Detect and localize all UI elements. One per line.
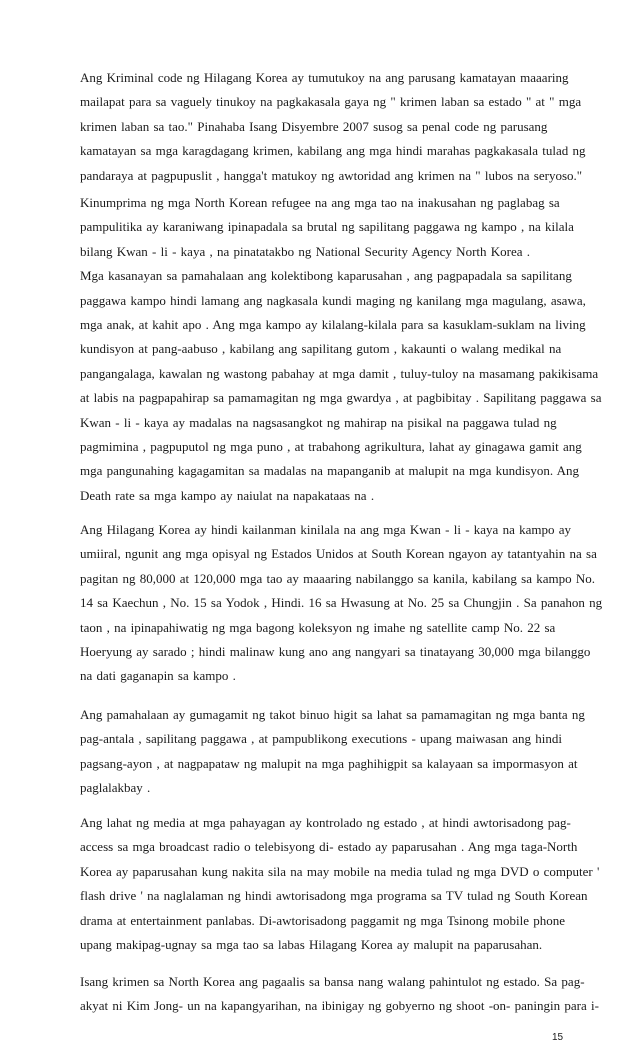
text-line: mga anak, at kahit apo . Ang mga kampo ay kilalang-kilala para sa kasuklam-suklam na living	[80, 316, 586, 332]
paragraph-2	[80, 191, 602, 508]
text-line: pagitan ng 80,000 at 120,000 mga tao ay maaaring nabilanggo sa kanila, kabilang sa kampo No.	[80, 570, 596, 586]
text-line: Isang krimen sa North Korea ang pagaalis sa bansa nang walang pahintulot ng estado. Sa pag-	[80, 974, 585, 989]
paragraph-6	[80, 970, 599, 1019]
text-line: mailapat para sa vaguely tinukoy na pagkakasala gaya ng " krimen laban sa estado " at " mga	[80, 94, 582, 110]
paragraph-1	[80, 66, 586, 188]
paragraph-5	[80, 811, 600, 957]
text-line: pangangalaga, kawalan ng wastong pabahay at mga damit , tuluy-tuloy na masamang pakikisama	[80, 365, 599, 381]
text-line: paggawa kampo hindi lamang ang nagkasala kundi maging ng kanilang mga magulang, asawa,	[80, 292, 586, 308]
text-line: Korea ay paparusahan kung nakita sila na may mobile na media tulad ng mga DVD o computer '	[80, 863, 600, 879]
text-line: mga pangunahing kagagamitan sa madalas na mapanganib at malupit na mga kundisyon. Ang	[80, 463, 580, 479]
text-line: kamatayan sa mga karagdagang krimen, kabilang ang mga hindi marahas pagkakasala tulad ng	[80, 143, 586, 159]
text-line: kundisyon at pang-aabuso , kabilang ang sapilitang gutom , kakaunti o walang medikal na	[80, 341, 562, 357]
text-line: Ang pamahalaan ay gumagamit ng takot binuo higit sa lahat sa pamamagitan ng mga banta ng	[80, 707, 585, 722]
text-line: Ang lahat ng media at mga pahayagan ay kontrolado ng estado , at hindi awtorisadong pag-	[80, 815, 571, 830]
text-line: umiiral, ngunit ang mga opisyal ng Estados Unidos at South Korean ngayon ay tatantyahin na sa	[80, 546, 597, 562]
text-line: na dati gaganapin sa kampo .	[80, 668, 236, 684]
text-line: pag-antala , sapilitang paggawa , at pampublikong executions - upang maiwasan ang hindi	[80, 731, 563, 747]
text-line: flash drive ' na naglalaman ng hindi awtorisadong mga programa sa TV tulad ng South Korean	[80, 888, 588, 904]
text-line: Death rate sa mga kampo ay naiulat na napakataas na .	[80, 487, 375, 503]
text-line: Kinumprima ng mga North Korean refugee na ang mga tao na inakusahan ng paglabag sa	[80, 195, 560, 210]
text-line: Mga kasanayan sa pamahalaan ang kolektibong kaparusahan , ang pagpapadala sa sapilitang	[80, 268, 572, 284]
text-line: krimen laban sa tao." Pinahaba Isang Disyembre 2007 susog sa penal code ng parusang	[80, 118, 548, 134]
page-number: 15	[552, 1032, 564, 1043]
text-line: Ang Hilagang Korea ay hindi kailanman kinilala na ang mga Kwan - li - kaya na kampo ay	[80, 522, 571, 537]
text-line: Hoeryung ay sarado ; hindi malinaw kung ano ang nangyari sa tinatayang 30,000 mga bilanggo	[80, 643, 591, 659]
text-line: pagmimina , pagpuputol ng mga puno , at trabahong agrikultura, lahat ay ginagawa gamit ang	[80, 438, 582, 454]
text-line: access sa mga broadcast radio o telebisyong di- estado ay paparusahan . Ang mga taga-North	[80, 839, 578, 855]
text-line: drama at entertainment panlabas. Di-awtorisadong paggamit ng mga Tsinong mobile phone	[80, 912, 566, 928]
text-line: paglalakbay .	[80, 780, 151, 796]
text-line: at labis na pagpapahirap sa pamamagitan ng mga gwardya , at pagbibitay . Sapilitang paggawa sa	[80, 390, 602, 406]
text-line: pandaraya at pagpupuslit , hangga't matukoy ng awtoridad ang krimen na " lubos na seryoso."	[80, 167, 583, 183]
text-line: 14 sa Kaechun , No. 15 sa Yodok , Hindi. 16 sa Hwasung at No. 25 sa Chungjin . Sa panahon ng	[80, 595, 603, 611]
paragraph-4	[80, 703, 585, 801]
text-line: pampulitika ay karaniwang ipinapadala sa brutal ng sapilitang paggawa ng kampo , na kilala	[80, 219, 574, 235]
paragraph-3	[80, 518, 603, 689]
text-line: akyat ni Kim Jong- un na kapangyarihan, na ibinigay ng gobyerno ng shoot -on- paningin para i-	[80, 998, 599, 1014]
text-line: bilang Kwan - li - kaya , na pinatatakbo ng National Security Agency North Korea .	[80, 243, 531, 259]
text-line: taon , na ipinapahiwatig ng mga bagong koleksyon ng imahe ng satellite camp No. 22 sa	[80, 619, 556, 635]
text-line: Kwan - li - kaya ay madalas na nagsasangkot ng mahirap na pisikal na paggawa tulad ng	[80, 414, 557, 430]
text-line: upang makipag-ugnay sa mga tao sa labas Hilagang Korea ay malupit na paparusahan.	[80, 936, 543, 952]
text-line: Ang Kriminal code ng Hilagang Korea ay tumutukoy na ang parusang kamatayan maaaring	[80, 70, 569, 85]
text-line: pagsang-ayon , at nagpapataw ng malupit na mga paghihigpit sa kalayaan sa impormasyon at	[80, 755, 578, 771]
